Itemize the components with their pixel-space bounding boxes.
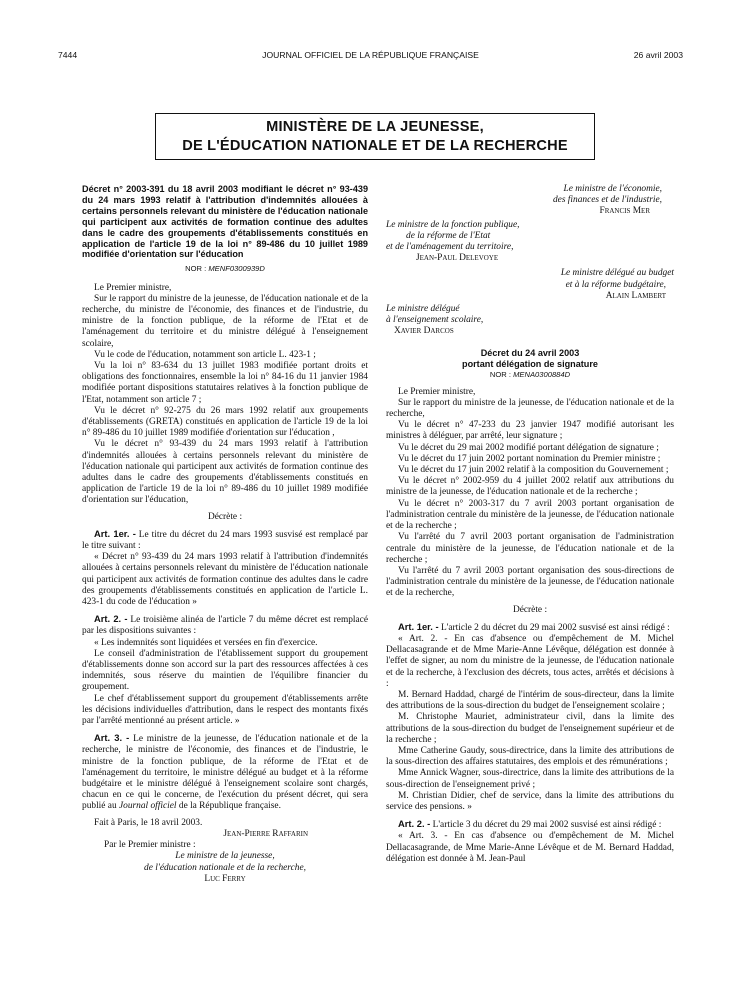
signatory-name: Luc Ferry (204, 873, 246, 884)
nor-label: NOR : (489, 370, 511, 380)
preamble-paragraph: Le Premier ministre, (94, 282, 172, 293)
signature-line: des finances et de l'industrie, (552, 195, 662, 206)
visa-paragraph: Vu le décret du 29 mai 2002 modifié portant délégation de signature ; (398, 442, 659, 453)
article-text: L'article 2 du décret du 29 mai 2002 susvisé est ainsi rédigé : (440, 622, 670, 633)
nor-reference (82, 263, 368, 274)
nor-value: MENF0300939D (208, 264, 265, 274)
prime-minister-signature (82, 829, 368, 840)
article-quote: « Les indemnités sont liquidées et versées en fin d'exercice. (94, 637, 318, 648)
signature-block-enseignement (386, 304, 674, 338)
article-2 (386, 818, 674, 831)
article-label: Art. 3. - (94, 732, 130, 744)
signature-line: de l'éducation nationale et de la recherche, (144, 862, 306, 873)
article-text-end: de la République française. (178, 801, 281, 812)
nor-label: NOR : (185, 264, 207, 274)
ministry-heading-line2: DE L'ÉDUCATION NATIONALE ET DE LA RECHERCHE (182, 138, 568, 154)
visa-paragraph: Vu le code de l'éducation, notamment son article L. 423-1 ; (94, 349, 316, 360)
signature-block-fonction-publique (386, 220, 674, 265)
article-text: Le troisième alinéa de l'article 7 du même décret est remplacé par les dispositions suivantes : (82, 615, 369, 637)
decree-title-line: portant délégation de signature (462, 358, 598, 369)
nor-value: MENA0300884D (513, 370, 571, 380)
signature-line: à l'enseignement scolaire, (386, 315, 484, 326)
article-3 (82, 732, 368, 812)
article-text: L'article 3 du décret du 29 mai 2002 susvisé est ainsi rédigé : (432, 820, 662, 831)
signature-line: Le ministre délégué au budget (560, 268, 674, 279)
preamble-paragraph: Sur le rapport du ministre de la jeunesse, de l'éducation nationale et de la recherche, (386, 397, 674, 420)
visa-paragraph: Vu le décret du 17 juin 2002 relatif à la composition du Gouvernement ; (398, 465, 669, 476)
article-quote: M. Bernard Haddad, chargé de l'intérim de sous-directeur, dans la limite des attributions de la sous-direction du budget de l'enseignement scolaire ; (386, 689, 674, 712)
signature-block-budget (386, 268, 674, 302)
decree-title-24-avril (386, 348, 674, 370)
article-label: Art. 2. - (398, 818, 431, 830)
signatory-name: Jean-Paul Delevoye (416, 253, 499, 264)
signature-line: Le ministre de la fonction publique, (386, 219, 520, 230)
signatory-name: Francis Mer (599, 206, 650, 217)
signature-line: et de l'aménagement du territoire, (386, 242, 514, 253)
signature-line: Le ministre de l'économie, (563, 184, 662, 194)
nor-reference (386, 369, 674, 380)
visa-paragraph: Vu le décret n° 93-439 du 24 mars 1993 relatif à l'attribution d'indemnités allouées à certains personnels relevant du ministère de l'éducation nationale qui participent aux activités de formation continue des adultes dans le cadre des groupements d'établissements constitués en application de l'article 19 de la loi n° 89-486 du 10 juillet 1989 modifiée d'orientation sur l'éducation, (82, 439, 368, 506)
signatory-name: Alain Lambert (605, 290, 666, 301)
visa-paragraph: Vu l'arrêté du 7 avril 2003 portant organisation des sous-directions de l'administration centrale du ministère de la jeunesse, de l'éducation nationale et de la recherche, (386, 565, 674, 599)
decree-title-line: Décret du 24 avril 2003 (480, 347, 580, 358)
decree-title-2003-391: Décret n° 2003-391 du 18 avril 2003 modifiant le décret n° 93-439 du 24 mars 1993 relatif à l'attribution d'indemnités allouées à certains personnels relevant du ministère de l'éducation nationale qui participent aux activités de formation continue des adultes dans le cadre des groupements d'établissements constitués en application de l'article 19 de la loi n° 89-486 du 10 juillet 1989 modifiée d'orientation sur l'éducation (82, 184, 368, 260)
visa-paragraph: Vu le décret n° 2002-959 du 4 juillet 2002 relatif aux attributions du ministre de la jeunesse, de l'éducation nationale et de la recherche ; (386, 476, 674, 498)
signing-place-date: Fait à Paris, le 18 avril 2003. (94, 817, 203, 828)
article-2 (82, 613, 368, 637)
page-number: 7444 (58, 50, 78, 60)
preamble-paragraph: Sur le rapport du ministre de la jeunesse, de l'éducation nationale et de la recherche, du ministre de l'économie, des finances et de l'industrie, du ministre de la fonction publique, de la réforme de l'Etat et de l'aménagement du territoire et du ministre délégué à l'enseignement scolaire, (82, 293, 368, 349)
decrete-heading: Décrète : (512, 604, 548, 615)
visa-paragraph: Vu le décret n° 2003-317 du 7 avril 2003 portant organisation de l'administration centrale du ministère de la jeunesse, de l'éducation nationale et de la recherche ; (386, 498, 674, 532)
visa-paragraph: Vu le décret n° 92-275 du 26 mars 1992 relatif aux groupements d'établissements (GRETA) constitués en application de l'article 19 de la loi n° 89-486 du 10 juillet 1989 modifiée d'orientation sur l'éducation , (82, 405, 368, 439)
signatory-name: Xavier Darcos (394, 326, 454, 337)
preamble-paragraph: Le Premier ministre, (398, 386, 476, 397)
article-text: Le titre du décret du 24 mars 1993 susvisé est remplacé par le titre suivant : (82, 529, 368, 552)
ministry-heading-line1: MINISTÈRE DE LA JEUNESSE, (266, 119, 484, 135)
minister-signature-block (82, 851, 368, 885)
visa-paragraph: Vu le décret n° 47-233 du 23 janvier 1947 modifié autorisant les ministres à déléguer, par arrêté, leur signature ; (386, 420, 674, 442)
par-le-premier-ministre: Par le Premier ministre : (104, 840, 196, 851)
signature-line: Le ministre délégué (386, 304, 460, 315)
visa-paragraph: Vu la loi n° 83-634 du 13 juillet 1983 modifiée portant droits et obligations des fonctionnaires, ensemble la loi n° 84-16 du 11 janvier 1984 modifiée portant dispositions statutaires relatives à la fonction publique de l'Etat, notamment son article 7 ; (82, 360, 368, 405)
visa-paragraph: Vu l'arrêté du 7 avril 2003 portant organisation de l'administration centrale du ministère de la jeunesse, de l'éducation nationale et de la recherche ; (386, 532, 674, 565)
ministry-heading-box (155, 113, 595, 160)
article-quote: Mme Catherine Gaudy, sous-directrice, dans la limite des attributions de la sous-direction des affaires statutaires, des emplois et des rémunérations ; (386, 745, 674, 768)
article-quote: Le chef d'établissement support du groupement d'établissements arrête les décisions individuelles d'attribution, dans le respect des montants fixés par l'arrêté mentionné au présent article. » (82, 693, 368, 727)
article-1 (386, 621, 674, 634)
signatory-name: Jean-Pierre Raffarin (223, 828, 308, 839)
decrete-heading: Décrète : (207, 511, 243, 522)
left-column (82, 184, 368, 885)
signature-line: et à la réforme budgétaire, (565, 279, 666, 290)
journal-officiel-italic: Journal officiel (118, 801, 177, 812)
visa-paragraph: Vu le décret du 17 juin 2002 portant nomination du Premier ministre ; (398, 453, 661, 464)
right-column (386, 184, 674, 865)
article-quote: Mme Annick Wagner, sous-directrice, dans la limite des attributions de la sous-direction de l'enseignement privé ; (386, 768, 674, 790)
article-quote: « Art. 2. - En cas d'absence ou d'empêchement de M. Michel Dellacasagrande et de Mme Marie-Anne Lévêque, délégation est donnée à l'effet de signer, au nom du ministre de la jeunesse, de l'éducation nationale et de la recherche, à l'exclusion des décrets, tous actes, arrêtés et décisions à : (386, 633, 674, 689)
article-quote: « Décret n° 93-439 du 24 mars 1993 relatif à l'attribution d'indemnités allouées à certains personnels relevant du ministère de l'éducation nationale qui participent aux activités de formation continue des adultes dans le cadre des groupements d'établissements constitués en application de l'article L. 423-1 du code de l'éducation » (82, 552, 368, 608)
signature-block-economie (386, 184, 674, 218)
article-1 (82, 528, 368, 552)
article-quote: M. Christophe Mauriet, administrateur civil, dans la limite des attributions de la sous-direction du budget de l'enseignement supérieur et de la recherche ; (386, 712, 674, 745)
article-label: Art. 1er. - (94, 527, 136, 539)
article-text: Le ministre de la jeunesse, de l'éducation nationale et de la recherche, le ministre de l'économie, des finances et de l'industrie, le ministre de la fonction publique, de la réforme de l'Etat et de l'aménagement du territoire, le ministre délégué au budget et à la réforme budgétaire et le ministre délégué à l'enseignement scolaire sont chargés, chacun en ce qui le concerne, de l'exécution du présent décret, qui sera publié au (82, 734, 369, 812)
journal-title: JOURNAL OFFICIEL DE LA RÉPUBLIQUE FRANÇAISE (262, 50, 479, 60)
article-quote: Le conseil d'administration de l'établissement support du groupement d'établissements donne son accord sur la part des ressources affectées à ces indemnités, sous réserve du maintien de l'équilibre financier du groupement. (82, 648, 368, 693)
article-label: Art. 1er. - (398, 620, 439, 632)
running-header (58, 50, 683, 64)
signature-line: de la réforme de l'Etat (406, 230, 491, 241)
article-quote: « Art. 3. - En cas d'absence ou d'empêchement de M. Michel Dellacasagrande, de Mme Marie-Anne Lévêque et de M. Bernard Haddad, délégation est donnée à M. Jean-Paul (386, 831, 674, 864)
issue-date: 26 avril 2003 (633, 50, 683, 60)
article-quote: M. Christian Didier, chef de service, dans la limite des attributions du service des pensions. » (386, 790, 674, 812)
article-label: Art. 2. - (94, 613, 128, 625)
signature-line: Le ministre de la jeunesse, (175, 851, 275, 862)
